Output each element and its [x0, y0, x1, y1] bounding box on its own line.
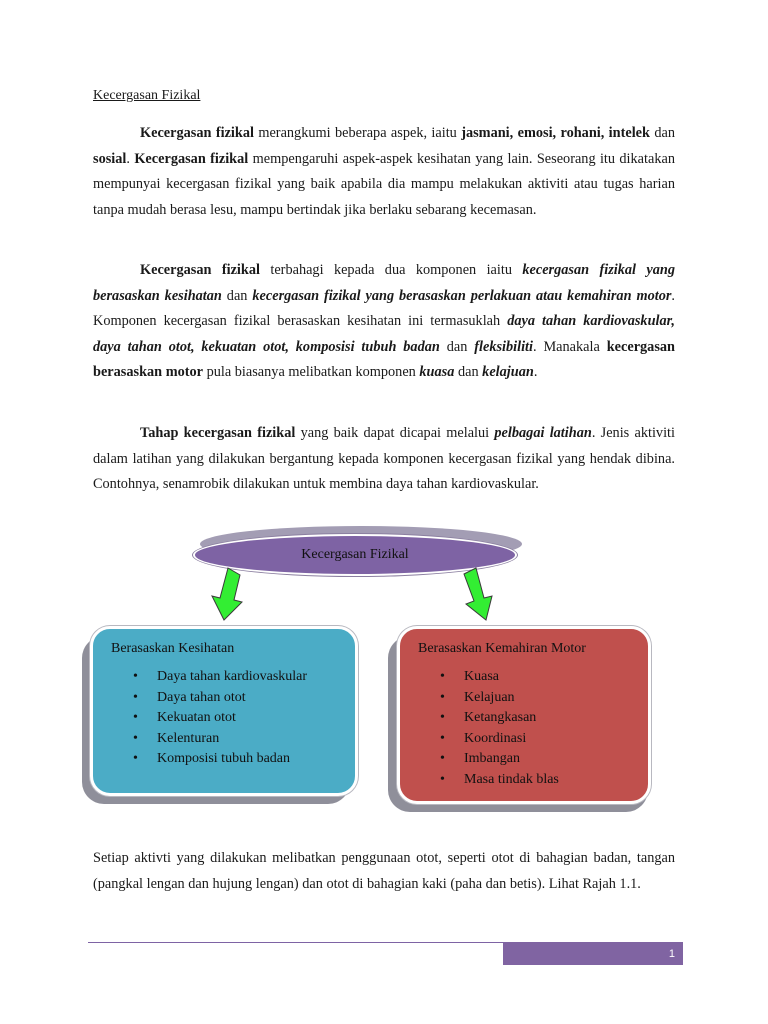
motor-skill-list [418, 667, 630, 790]
list-item: • Kelajuan [464, 688, 630, 709]
paragraph-4: Setiap aktivti yang dilakukan melibatkan penggunaan otot, seperti otot di bahagian badan, tangan (pangkal lengan dan hujung lengan) dan otot di bahagian kaki (paha dan betis). Lihat Rajah 1.1. [93, 850, 675, 892]
paragraph-1: Kecergasan fizikal merangkumi beberapa aspek, iaitu jasmani, emosi, rohani, intelek dan sosial. Kecergasan fizikal mempengaruhi aspek-aspek kesihatan yang lain. Seseorang itu dikatakan mempunyai kecergasan fizikal yang baik apabila dia mampu melakukan aktiviti atau tugas harian tanpa mudah berasa lesu, mampu bertindak jika berlaku sebarang kecemasan. [93, 125, 675, 218]
list-item: • Komposisi tubuh badan [157, 749, 337, 770]
list-item: • Daya tahan otot [157, 688, 337, 709]
list-item: • Ketangkasan [464, 708, 630, 729]
root-node-label: Kecergasan Fizikal [301, 547, 409, 562]
paragraph-2: Kecergasan fizikal terbahagi kepada dua komponen iaitu kecergasan fizikal yang berasaskan kesihatan dan kecergasan fizikal yang berasaskan perlakuan atau kemahiran motor. Komponen kecergasan fizikal berasaskan kesihatan ini termasuklah daya tahan kardiovaskular, daya tahan otot, kekuatan otot, komposisi tubuh badan dan fleksibiliti. Manakala kecergasan berasaskan motor pula biasanya melibatkan komponen kuasa dan kelajuan. [93, 262, 675, 381]
down-arrow-icon [208, 566, 248, 622]
list-item: • Kekuatan otot [157, 708, 337, 729]
list-item: • Imbangan [464, 749, 630, 770]
list-item: • Kelenturan [157, 729, 337, 750]
list-item: • Kuasa [464, 667, 630, 688]
motor-skill-box [397, 626, 651, 804]
list-item: • Daya tahan kardiovaskular [157, 667, 337, 688]
health-based-box [90, 626, 358, 796]
footer-divider [88, 942, 503, 943]
health-based-list [111, 667, 337, 770]
list-item: • Koordinasi [464, 729, 630, 750]
list-item: • Masa tindak blas [464, 770, 630, 791]
motor-skill-title: Berasaskan Kemahiran Motor [418, 641, 586, 656]
document-title: Kecergasan Fizikal [93, 88, 201, 103]
paragraph-3: Tahap kecergasan fizikal yang baik dapat dicapai melalui pelbagai latihan. Jenis aktiviti dalam latihan yang dilakukan bergantung kepada komponen kecergasan fizikal yang hendak dibina. Contohnya, senamrobik dilakukan untuk membina daya tahan kardiovaskular. [93, 425, 675, 493]
down-arrow-icon [460, 566, 500, 622]
health-based-title: Berasaskan Kesihatan [111, 641, 235, 656]
page-number-badge [503, 942, 683, 965]
page-number: 1 [668, 947, 675, 960]
